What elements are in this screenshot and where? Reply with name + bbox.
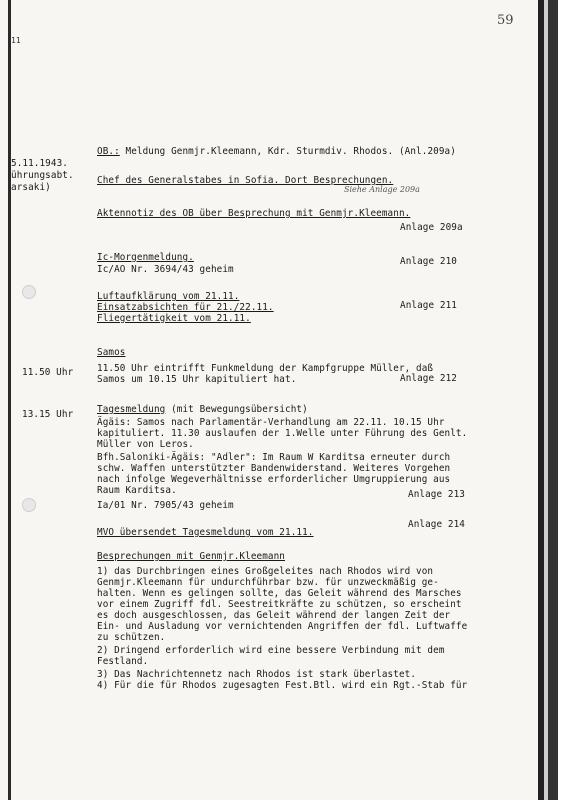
text-line: Einsatzabsichten für 21./22.11. (97, 302, 274, 313)
punch-hole-icon (22, 285, 36, 299)
entry-dept: ührungsabt. (11, 170, 74, 181)
tagesmeldung-label: Tagesmeldung (97, 404, 166, 415)
annex-ref: Anlage 214 (408, 519, 465, 530)
text-line: kapituliert. 11.30 auslaufen der 1.Welle unter Führung des Genlt. (97, 428, 468, 439)
handwritten-note: Siehe Anlage 209a (344, 185, 420, 194)
text-line (97, 146, 456, 157)
entry-time: 11.50 Uhr (22, 367, 74, 378)
page-edge-right (538, 0, 544, 800)
text-line: Chef des Generalstabes in Sofia. Dort Besprechungen. (97, 175, 394, 186)
entry-dept: arsaki) (11, 182, 51, 193)
text-line: Ein- und Ausladung vor vernichtenden Angriffen der fdl. Luftwaffe (97, 621, 468, 632)
text-line: Aktennotiz des OB über Besprechung mit Genmjr.Kleemann. (97, 208, 411, 219)
text-line (97, 404, 308, 415)
tagesmeldung-note: (mit Bewegungsübersicht) (171, 404, 308, 415)
text-line: Ägäis: Samos nach Parlamentär-Verhandlung am 22.11. 10.15 Uhr (97, 417, 445, 428)
text-line: Festland. (97, 656, 149, 667)
text-line: 11.50 Uhr eintrifft Funkmeldung der Kampfgruppe Müller, daß (97, 363, 434, 374)
text-line: nach infolge Wegeverhältnisse erforderlicher Umgruppierung aus (97, 474, 451, 485)
text-line: Raum Karditsa. (97, 485, 177, 496)
text-line: 3) Das Nachrichtennetz nach Rhodos ist stark überlastet. (97, 669, 417, 680)
page-edge-right-shadow (548, 0, 558, 800)
annex-ref: Anlage 209a (400, 222, 463, 233)
section-heading: Samos (97, 347, 126, 358)
text-line: 4) Für die für Rhodos zugesagten Fest.Btl. wird ein Rgt.-Stab für (97, 680, 468, 691)
text-line: zu schützen. (97, 632, 166, 643)
annex-ref: Anlage 211 (400, 300, 457, 311)
text-line: Fliegertätigkeit vom 21.11. (97, 313, 251, 324)
text-line: 1) das Durchbringen eines Großgeleites nach Rhodos wird von (97, 566, 434, 577)
text-line: es doch ausgeschlossen, das Geleit während der langen Zeit der (97, 610, 451, 621)
ob-text: Meldung Genmjr.Kleemann, Kdr. Sturmdiv. Rhodos. (Anl.209a) (125, 146, 456, 157)
text-line: Bfh.Saloniki-Ägäis: "Adler": Im Raum W Karditsa erneuter durch (97, 452, 451, 463)
ob-label: OB.: (97, 146, 120, 157)
text-line: MVO übersendet Tagesmeldung vom 21.11. (97, 527, 314, 538)
annex-ref: Anlage 212 (400, 373, 457, 384)
entry-time: 13.15 Uhr (22, 409, 74, 420)
section-heading: Besprechungen mit Genmjr.Kleemann (97, 551, 286, 562)
text-line: Müller von Leros. (97, 439, 194, 450)
text-line: Ic-Morgenmeldung. (97, 252, 194, 263)
text-line: halten. Wenn es gelingen sollte, das Geleit während des Marsches (97, 588, 462, 599)
scan-margin (558, 0, 572, 800)
text-line: schw. Waffen unterstützter Bandenwiderstand. Weiteres Vorgehen (97, 463, 451, 474)
punch-hole-icon (22, 498, 36, 512)
page-number: 59 (497, 13, 514, 28)
annex-ref: Anlage 213 (408, 489, 465, 500)
text-line: 2) Dringend erforderlich wird eine bessere Verbindung mit dem (97, 645, 445, 656)
text-line: Samos um 10.15 Uhr kapituliert hat. (97, 374, 297, 385)
annex-ref: Anlage 210 (400, 256, 457, 267)
text-line: vor einem Zugriff fdl. Seestreitkräfte zu schützen, so erscheint (97, 599, 462, 610)
text-line: Luftaufklärung vom 21.11. (97, 291, 240, 302)
binding-edge-left (8, 0, 11, 800)
corner-mark: 11 (11, 36, 21, 45)
text-line: Genmjr.Kleemann für undurchführbar bzw. für unzweckmäßig ge- (97, 577, 439, 588)
text-line: Ia/01 Nr. 7905/43 geheim (97, 500, 234, 511)
entry-date: 5.11.1943. (11, 158, 68, 169)
text-line: Ic/AO Nr. 3694/43 geheim (97, 264, 234, 275)
